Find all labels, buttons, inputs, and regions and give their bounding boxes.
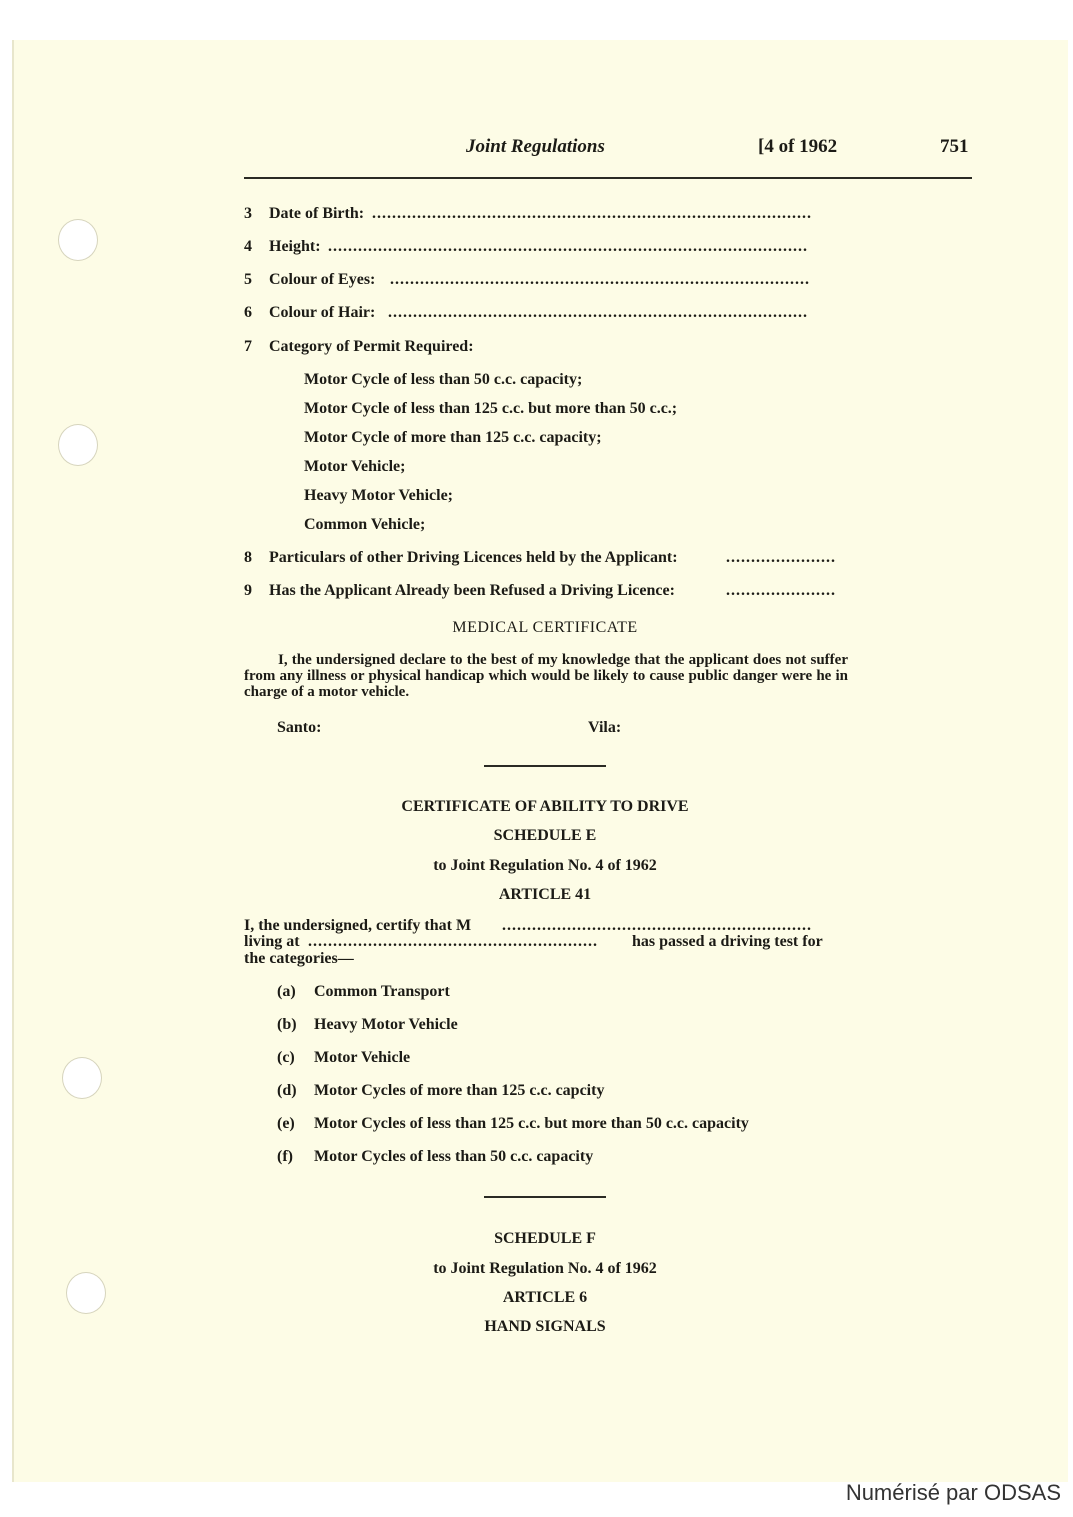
binder-hole bbox=[66, 1272, 106, 1314]
field-number: 6 bbox=[244, 304, 252, 321]
field-label: Category of Permit Required: bbox=[269, 338, 474, 355]
permit-category: Motor Cycle of less than 125 c.c. but more than 50 c.c.; bbox=[304, 400, 678, 417]
fill-in-line: .................................................................................... bbox=[388, 304, 808, 321]
item-text: Motor Cycles of more than 125 c.c. capcity bbox=[314, 1082, 605, 1099]
santo-signature-label: Santo: bbox=[277, 719, 322, 736]
schedule-f-title: SCHEDULE F bbox=[494, 1230, 596, 1247]
fill-in-line: ...................... bbox=[726, 582, 836, 599]
section-divider bbox=[484, 765, 606, 767]
permit-category: Motor Vehicle; bbox=[304, 458, 406, 475]
field-number: 3 bbox=[244, 205, 252, 222]
item-label: (b) bbox=[277, 1016, 297, 1033]
permit-category: Motor Cycle of more than 125 c.c. capacity; bbox=[304, 429, 602, 446]
field-number: 5 bbox=[244, 271, 252, 288]
hand-signals-heading: HAND SIGNALS bbox=[484, 1318, 606, 1335]
fill-in-line: .......................................................... bbox=[308, 933, 598, 950]
field-label: Has the Applicant Already been Refused a Driving Licence: bbox=[269, 582, 675, 599]
field-label: Height: bbox=[269, 238, 321, 255]
field-number: 8 bbox=[244, 549, 252, 566]
field-label: Colour of Hair: bbox=[269, 304, 376, 321]
medical-declaration: I, the undersigned declare to the best of my knowledge that the applicant does not suffer from any illness or physical handicap which would be likely to cause public danger were he in charge of a motor vehicle. bbox=[244, 652, 848, 700]
certify-line: I, the undersigned, certify that M bbox=[244, 917, 472, 934]
fill-in-line: ........................................................................................ bbox=[372, 205, 812, 222]
schedule-e-article: ARTICLE 41 bbox=[498, 886, 592, 903]
schedule-e-title: SCHEDULE E bbox=[493, 827, 597, 844]
field-label: Colour of Eyes: bbox=[269, 271, 376, 288]
schedule-e-reference: to Joint Regulation No. 4 of 1962 bbox=[433, 857, 657, 874]
field-number: 7 bbox=[244, 338, 252, 355]
living-at-label: living at bbox=[244, 933, 300, 950]
permit-category: Heavy Motor Vehicle; bbox=[304, 487, 454, 504]
item-text: Motor Vehicle bbox=[314, 1049, 411, 1066]
permit-category: Motor Cycle of less than 50 c.c. capacity; bbox=[304, 371, 583, 388]
digitization-credit: Numérisé par ODSAS bbox=[845, 1480, 1061, 1505]
medical-certificate-heading: MEDICAL CERTIFICATE bbox=[452, 619, 638, 636]
field-number: 4 bbox=[244, 238, 252, 255]
running-title: Joint Regulations bbox=[466, 136, 605, 157]
field-label: Particulars of other Driving Licences held by the Applicant: bbox=[269, 549, 678, 566]
permit-category: Common Vehicle; bbox=[304, 516, 426, 533]
item-text: Heavy Motor Vehicle bbox=[314, 1016, 458, 1033]
fill-in-line: .............................................................. bbox=[502, 917, 812, 934]
item-text: Motor Cycles of less than 50 c.c. capacity bbox=[314, 1148, 594, 1165]
section-divider bbox=[484, 1196, 606, 1198]
fill-in-line: .................................................................................... bbox=[390, 271, 810, 288]
fill-in-line: ................................................................................................ bbox=[328, 238, 808, 255]
field-number: 9 bbox=[244, 582, 252, 599]
item-label: (f) bbox=[277, 1148, 293, 1165]
item-text: Common Transport bbox=[314, 983, 450, 1000]
header-rule bbox=[244, 177, 972, 179]
binder-hole bbox=[58, 219, 98, 261]
item-label: (a) bbox=[277, 983, 296, 1000]
item-text: Motor Cycles of less than 125 c.c. but more than 50 c.c. capacity bbox=[314, 1115, 749, 1132]
driving-test-text: has passed a driving test for bbox=[632, 933, 823, 950]
vila-signature-label: Vila: bbox=[588, 719, 622, 736]
fill-in-line: ...................... bbox=[726, 549, 836, 566]
field-label: Date of Birth: bbox=[269, 205, 365, 222]
item-label: (d) bbox=[277, 1082, 297, 1099]
item-label: (e) bbox=[277, 1115, 295, 1132]
binder-hole bbox=[62, 1057, 102, 1099]
item-label: (c) bbox=[277, 1049, 295, 1066]
schedule-f-article: ARTICLE 6 bbox=[502, 1289, 588, 1306]
binder-hole bbox=[58, 424, 98, 466]
certificate-heading: CERTIFICATE OF ABILITY TO DRIVE bbox=[401, 798, 689, 815]
categories-label: the categories— bbox=[244, 950, 354, 967]
regulation-number: [4 of 1962 bbox=[758, 136, 838, 157]
schedule-f-reference: to Joint Regulation No. 4 of 1962 bbox=[433, 1260, 657, 1277]
page-number: 751 bbox=[940, 136, 969, 157]
